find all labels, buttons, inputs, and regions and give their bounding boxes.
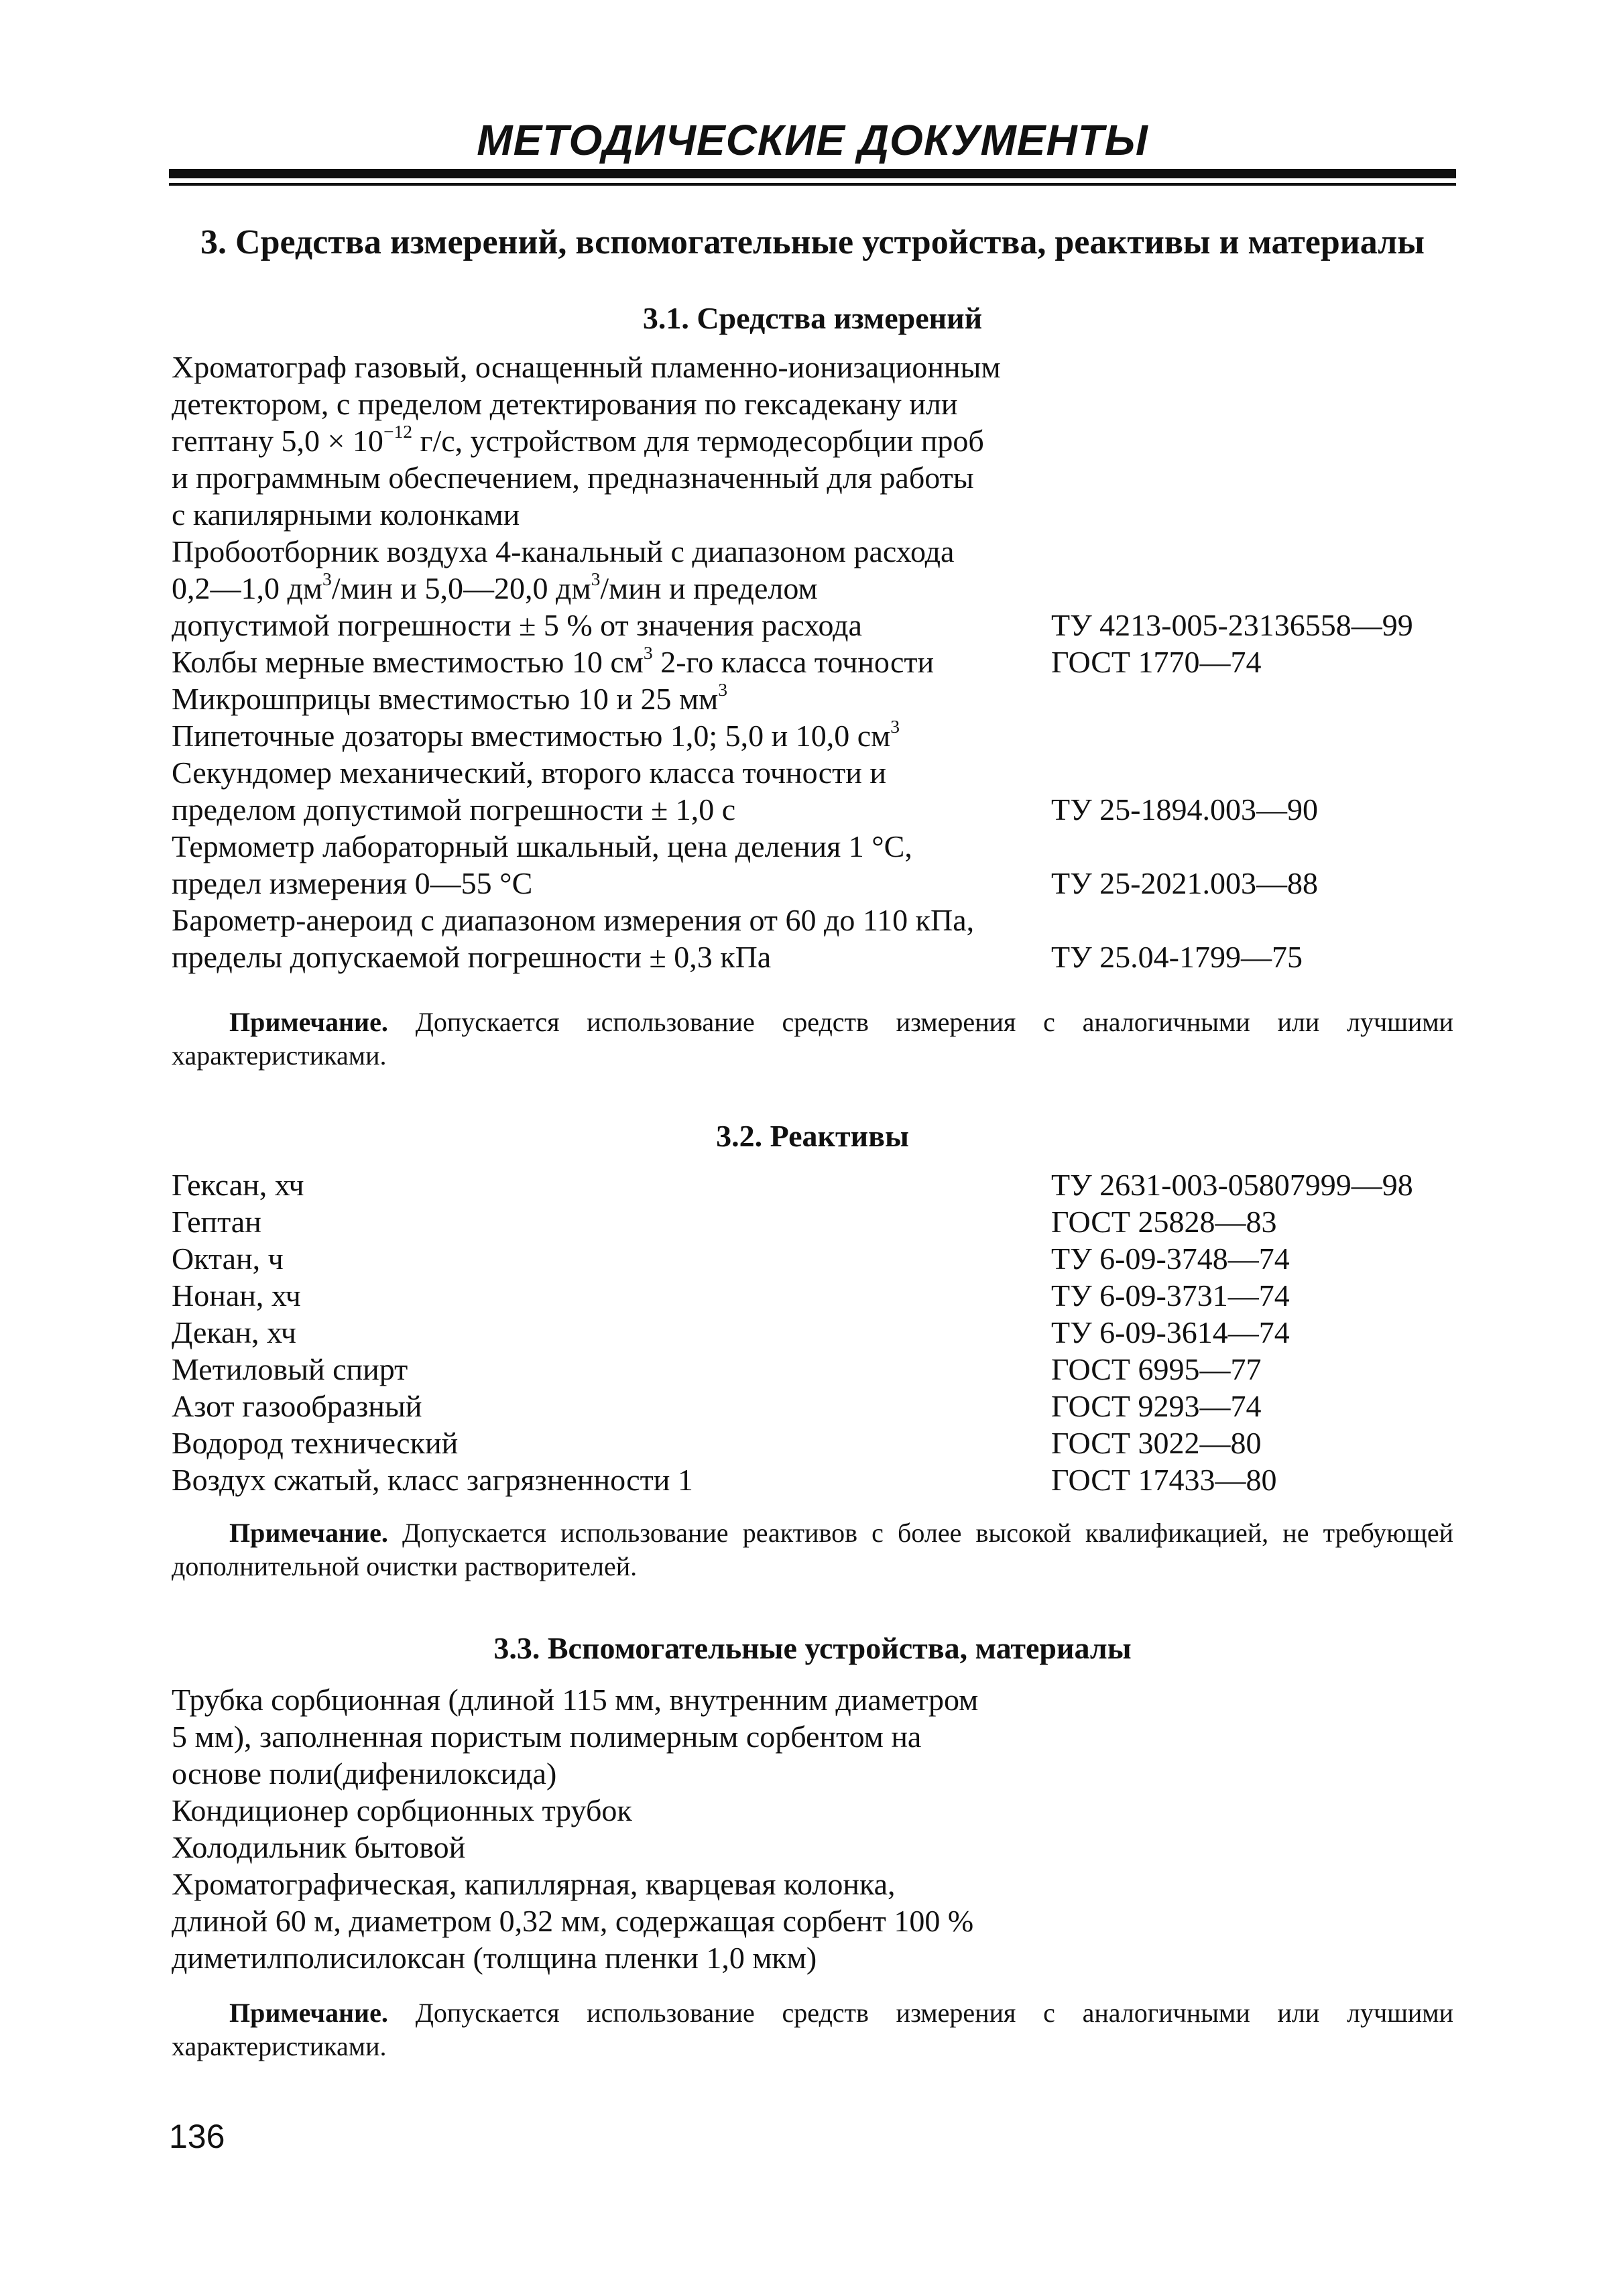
list-item [172, 1829, 1459, 1866]
item-description: Трубка сорбционная (длиной 115 мм, внутренним диаметром [172, 1683, 979, 1717]
list-item [172, 1866, 1459, 1902]
list-item [172, 828, 1459, 865]
text-fragment: /мин и 5,0—20,0 дм [331, 571, 591, 605]
list-item [172, 1351, 1459, 1388]
list-item [172, 1166, 1459, 1203]
superscript: 3 [591, 568, 601, 589]
item-standard-ref: ТУ 6-09-3614—74 [1051, 1315, 1290, 1349]
list-item [172, 385, 1459, 422]
note-3-2 [172, 1516, 1453, 1583]
item-standard-ref: ТУ 25-1894.003—90 [1051, 792, 1318, 827]
list-item [172, 422, 1459, 459]
item-description: предел измерения 0—55 °С [172, 866, 533, 900]
item-standard-ref: ТУ 25.04-1799—75 [1051, 940, 1303, 974]
header-rule-thick [169, 169, 1456, 178]
running-head: МЕТОДИЧЕСКИЕ ДОКУМЕНТЫ [477, 116, 1148, 164]
item-description: Термометр лабораторный шкальный, цена деления 1 °С, [172, 829, 912, 863]
note-label: Примечание. [229, 1998, 388, 2028]
item-description: Секундомер механический, второго класса точности и [172, 756, 886, 790]
subsection-title-3-3: 3.3. Вспомогательные устройства, материалы [493, 1631, 1132, 1665]
item-standard-ref: ГОСТ 25828—83 [1051, 1205, 1277, 1239]
item-standard-ref: ТУ 6-09-3731—74 [1051, 1278, 1290, 1313]
list-item [172, 1792, 1459, 1829]
superscript: 3 [718, 678, 728, 700]
item-description [172, 570, 818, 607]
list-item [172, 1755, 1459, 1792]
item-description [172, 422, 984, 459]
item-description: Хроматограф газовый, оснащенный пламенно-ионизационным [172, 350, 1001, 384]
item-description: Метиловый спирт [172, 1352, 408, 1386]
item-description: с капилярными колонками [172, 497, 520, 532]
item-description: пределы допускаемой погрешности ± 0,3 кПа [172, 940, 772, 974]
list-item [172, 1718, 1459, 1755]
list-item [172, 607, 1459, 644]
item-description: Барометр-анероид с диапазоном измерения от 60 до 110 кПа, [172, 903, 975, 937]
text-fragment: 0,2—1,0 дм [172, 571, 323, 605]
list-item [172, 680, 1459, 717]
list-item [172, 1461, 1459, 1498]
note-3-3 [172, 1996, 1453, 2063]
page-number: 136 [169, 2118, 225, 2155]
auxiliary-devices-list [172, 1681, 1459, 1976]
item-standard-ref: ГОСТ 3022—80 [1051, 1426, 1262, 1460]
item-description: Нонан, хч [172, 1278, 301, 1313]
list-item [172, 717, 1459, 754]
item-description [172, 717, 900, 754]
text-fragment: гептану 5,0 × 10 [172, 424, 383, 458]
item-description: диметилполисилоксан (толщина пленки 1,0 мкм) [172, 1941, 817, 1975]
item-description: Гептан [172, 1205, 261, 1239]
item-standard-ref: ГОСТ 6995—77 [1051, 1352, 1262, 1386]
text-fragment: 2-го класса точности [652, 645, 935, 679]
item-description: Воздух сжатый, класс загрязненности 1 [172, 1463, 693, 1497]
note-text: Допускается использование средств измерения с аналогичными или лучшими характеристиками. [172, 1998, 1453, 2061]
item-standard-ref: ГОСТ 1770—74 [1051, 645, 1262, 679]
header-rule-thin [169, 183, 1456, 186]
measurement-instruments-list [172, 349, 1459, 975]
list-item [172, 1681, 1459, 1718]
list-item [172, 533, 1459, 570]
list-item [172, 1277, 1459, 1314]
text-fragment: /мин и пределом [600, 571, 818, 605]
item-description: Хроматографическая, капиллярная, кварцевая колонка, [172, 1867, 896, 1901]
item-description: основе поли(дифенилоксида) [172, 1756, 557, 1791]
text-fragment: Пипеточные дозаторы вместимостью 1,0; 5,0 и 10,0 см [172, 719, 891, 753]
reagents-list [172, 1166, 1459, 1498]
subsection-title-3-2: 3.2. Реактивы [716, 1119, 909, 1153]
list-item [172, 1240, 1459, 1277]
list-item [172, 1902, 1459, 1939]
subsection-title-3-1: 3.1. Средства измерений [642, 301, 983, 335]
item-description: детектором, с пределом детектирования по гексадекану или [172, 387, 958, 421]
item-description: Азот газообразный [172, 1389, 422, 1423]
list-item [172, 1939, 1459, 1976]
note-text: Допускается использование средств измерения с аналогичными или лучшими характеристиками. [172, 1007, 1453, 1071]
list-item [172, 791, 1459, 828]
list-item [172, 1388, 1459, 1425]
item-description [172, 680, 727, 717]
item-standard-ref: ГОСТ 9293—74 [1051, 1389, 1262, 1423]
list-item [172, 902, 1459, 939]
item-description: Пробоотборник воздуха 4-канальный с диапазоном расхода [172, 534, 955, 568]
item-description: пределом допустимой погрешности ± 1,0 с [172, 792, 736, 827]
text-fragment: Колбы мерные вместимостью 10 см [172, 645, 644, 679]
list-item [172, 496, 1459, 533]
item-standard-ref: ТУ 4213-005-23136558—99 [1051, 608, 1413, 642]
item-description: Водород технический [172, 1426, 459, 1460]
superscript: 3 [890, 715, 900, 737]
item-description: Гексан, хч [172, 1168, 304, 1202]
list-item [172, 939, 1459, 975]
section-title: 3. Средства измерений, вспомогательные устройства, реактивы и материалы [200, 223, 1425, 261]
superscript: −12 [383, 420, 413, 442]
item-description: Октан, ч [172, 1242, 284, 1276]
item-description: длиной 60 м, диаметром 0,32 мм, содержащая сорбент 100 % [172, 1904, 974, 1938]
note-3-1 [172, 1006, 1453, 1073]
list-item [172, 459, 1459, 496]
text-fragment: Микрошприцы вместимостью 10 и 25 мм [172, 682, 719, 716]
list-item [172, 570, 1459, 607]
item-description: 5 мм), заполненная пористым полимерным сорбентом на [172, 1719, 922, 1754]
note-label: Примечание. [229, 1518, 388, 1548]
item-standard-ref: ТУ 6-09-3748—74 [1051, 1242, 1290, 1276]
item-standard-ref: ГОСТ 17433—80 [1051, 1463, 1277, 1497]
note-text: Допускается использование реактивов с более высокой квалификацией, не требующей дополнительной очистки растворителей. [172, 1518, 1453, 1581]
list-item [172, 349, 1459, 385]
item-description: допустимой погрешности ± 5 % от значения расхода [172, 608, 862, 642]
item-description: Кондиционер сорбционных трубок [172, 1793, 632, 1827]
list-item [172, 1203, 1459, 1240]
list-item [172, 1425, 1459, 1461]
list-item [172, 754, 1459, 791]
item-standard-ref: ТУ 25-2021.003—88 [1051, 866, 1318, 900]
list-item [172, 865, 1459, 902]
item-description [172, 644, 934, 680]
note-label: Примечание. [229, 1007, 388, 1037]
superscript: 3 [322, 568, 332, 589]
superscript: 3 [643, 642, 653, 663]
item-description: Декан, хч [172, 1315, 296, 1349]
item-standard-ref: ТУ 2631-003-05807999—98 [1051, 1168, 1413, 1202]
text-fragment: г/с, устройством для термодесорбции проб [412, 424, 984, 458]
item-description: Холодильник бытовой [172, 1830, 466, 1864]
list-item [172, 644, 1459, 680]
list-item [172, 1314, 1459, 1351]
item-description: и программным обеспечением, предназначенный для работы [172, 461, 974, 495]
